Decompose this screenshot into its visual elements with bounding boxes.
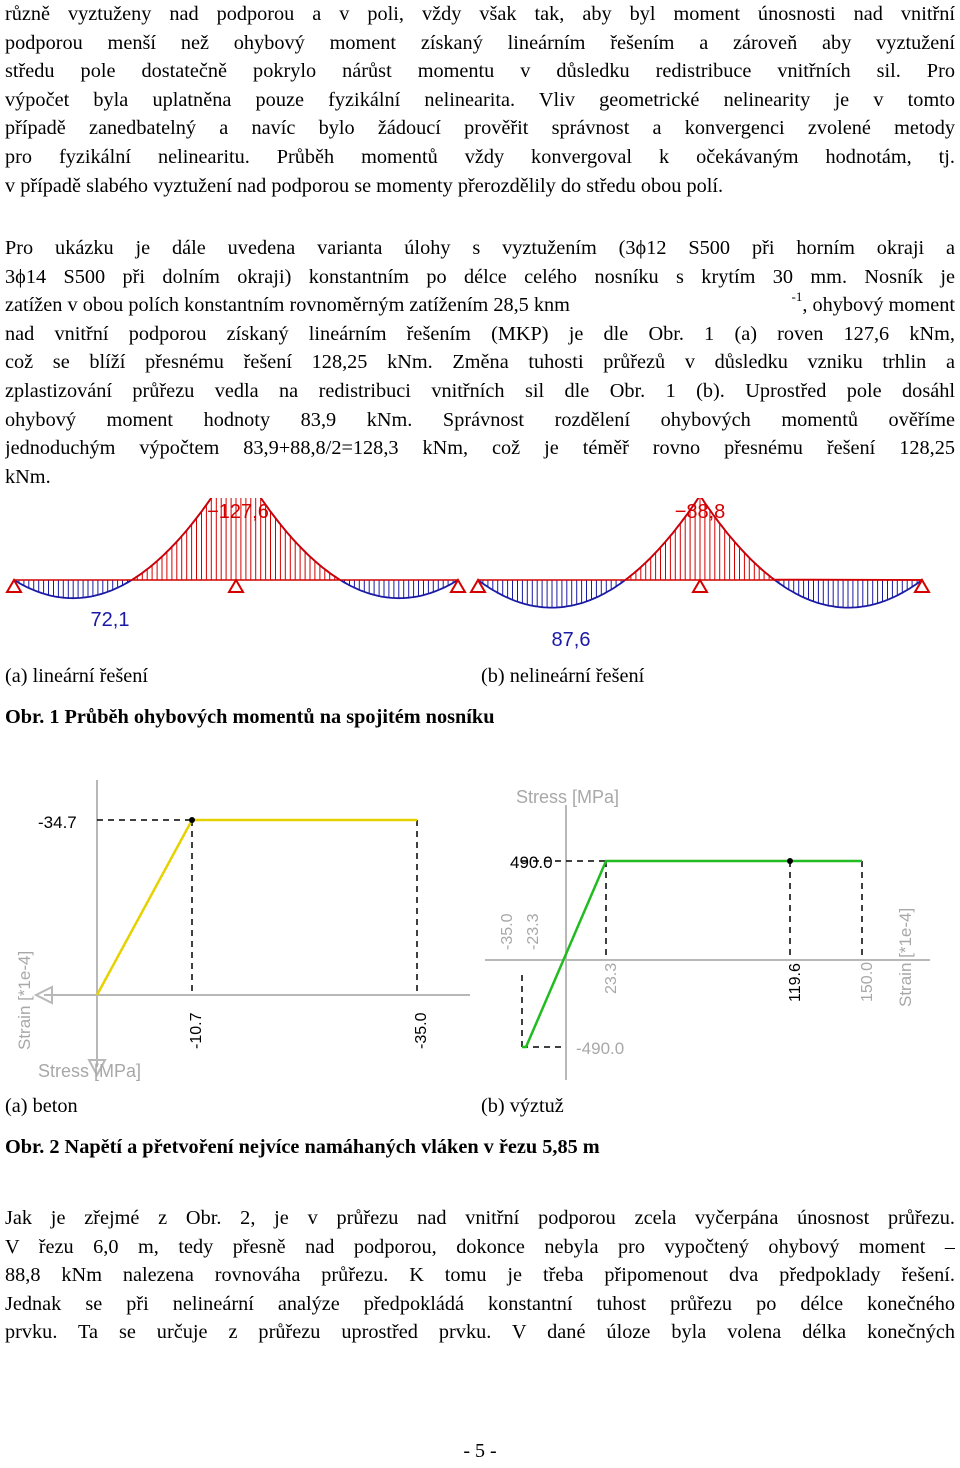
figure-1-diagram (0, 498, 960, 658)
text-line: v případě slabého vyztužení nad podporou se momenty přerozdělily do středu obou polí. (5, 174, 724, 197)
x-value-label: 119.6 (787, 963, 804, 1002)
figure-1a-caption: (a) lineární řešení (5, 665, 149, 687)
concrete-stress-strain-curve (97, 820, 417, 995)
support-symbol (693, 580, 707, 592)
text-line: pro fyzikální nelinearitu. Průběh momentů vždy konvergoval k očekávaným hodnotám, tj. (5, 145, 955, 168)
text-line: Pro ukázku je dále uvedena varianta úlohy s vyztužením (3ϕ12 S500 při horním okraji a (5, 237, 955, 259)
figure-2a-caption: (a) beton (5, 1095, 78, 1117)
text-line: což se blíží přesnému řešení 128,25 kNm. Změna tuhosti průřezů v důsledku vzniku trhlin a (5, 351, 955, 374)
y-value-label: -34.7 (38, 813, 77, 832)
figure-2-caption: Obr. 2 Napětí a přetvoření nejvíce namáhaných vláken v řezu 5,85 m (5, 1136, 600, 1158)
paragraph-2 (5, 234, 955, 491)
text-line: V řezu 6,0 m, tedy přesně nad podporou, dokonce nebyla pro vypočtený ohybový moment – (5, 1235, 955, 1258)
text-line: prvku. Ta se určuje z průřezu uprostřed prvku. V dané úloze byla volena délka konečných (5, 1321, 955, 1344)
text-line: 3ϕ14 S500 při dolním okraji) konstantním po délce celého nosníku s krytím 30 mm. Nosník je (5, 265, 955, 288)
text-line: zplastizování průřezu vedla na redistribuci vnitřních sil dle Obr. 1 (b). Uprostřed pole dosáhl (5, 379, 955, 402)
figure-2b-caption: (b) výztuž (481, 1095, 564, 1117)
text-line: Jednak se při nelineární analýze předpokládá konstantní tuhost průřezu po délce konečného (5, 1292, 955, 1315)
text-line: jednoduchým výpočtem 83,9+88,8/2=128,3 kNm, což je téměř rovno přesnému řešení 128,25 (5, 437, 955, 460)
support-moment-label-b: −88,8 (674, 501, 726, 523)
text-segment: , ohybový moment (802, 294, 955, 317)
steel-stress-strain-curve (522, 861, 862, 1047)
x-value-label: 150.0 (859, 961, 876, 1002)
text-line: středu pole dostatečně pokrylo nárůst momentu v důsledku redistribuce vnitřních sil. Pro (5, 60, 955, 83)
text-line: kNm. (5, 465, 51, 488)
x-value-label: -23.3 (525, 913, 542, 950)
text-line-with-superscript (5, 291, 955, 320)
y-bottom-label: -490.0 (576, 1039, 625, 1058)
page-number: - 5 - (463, 1440, 497, 1462)
text-line: výpočet byla uplatněna pouze fyzikální nelinearita. Vliv geometrické nelinearity je v tomto (5, 88, 955, 111)
text-line: různě vyztuženy nad podporou a v poli, vždy však tak, aby byl moment únosnosti nad vnitřní (5, 3, 955, 25)
figure-1b-caption: (b) nelineární řešení (481, 665, 645, 687)
text-line: případě zanedbatelný a navíc bylo žádoucí prověřit správnost a konvergenci zvolené metody (5, 117, 955, 140)
field-moment-label-a: 72,1 (90, 609, 130, 631)
support-moment-label-a: −127,6 (207, 501, 269, 523)
paragraph-3 (5, 1204, 955, 1347)
text-segment: zatížen v obou polích konstantním rovnoměrným zatížením 28,5 knm (5, 294, 570, 317)
strain-axis-label: Strain [*1e-4] (896, 907, 915, 1007)
text-line: Jak je zřejmé z Obr. 2, je v průřezu nad vnitřní podporou zcela vyčerpána únosnost průřezu. (5, 1207, 955, 1229)
point-marker (189, 817, 195, 823)
figure-2a-concrete-diagram (0, 775, 480, 1085)
x-value-label: -35.0 (413, 1012, 430, 1049)
support-symbol (229, 580, 243, 592)
x-value-label: 23.3 (603, 962, 620, 994)
point-marker (787, 858, 793, 864)
x-value-label: -10.7 (188, 1012, 205, 1049)
field-moment-label-b: 87,6 (551, 629, 591, 651)
figure-1-caption: Obr. 1 Průběh ohybových momentů na spojitém nosníku (5, 706, 495, 728)
strain-axis-label: Strain [*1e-4] (15, 950, 34, 1050)
y-top-label: 490.0 (510, 853, 553, 872)
text-line: 88,8 kNm nalezena rovnováha průřezu. K tomu je třeba připomenout dva předpoklady řešení. (5, 1264, 955, 1287)
x-value-label: -35.0 (499, 913, 516, 950)
text-line: podporou menší než ohybový moment získaný lineárním řešením a zároveň aby vyztužení (5, 31, 955, 54)
text-line: ohybový moment hodnoty 83,9 kNm. Správnost rozdělení ohybových momentů ověříme (5, 408, 955, 431)
stress-axis-label: Stress [MPa] (38, 1061, 142, 1081)
moment-outline-hogging (700, 498, 922, 580)
stress-axis-label: Stress [MPa] (516, 787, 620, 807)
figure-2b-steel-diagram (480, 775, 960, 1085)
paragraph-1 (5, 0, 955, 200)
superscript: -1 (791, 289, 803, 305)
text-line: nad vnitřní podporou získaný lineárním řešením (MKP) je dle Obr. 1 (a) roven 127,6 kNm, (5, 322, 955, 345)
